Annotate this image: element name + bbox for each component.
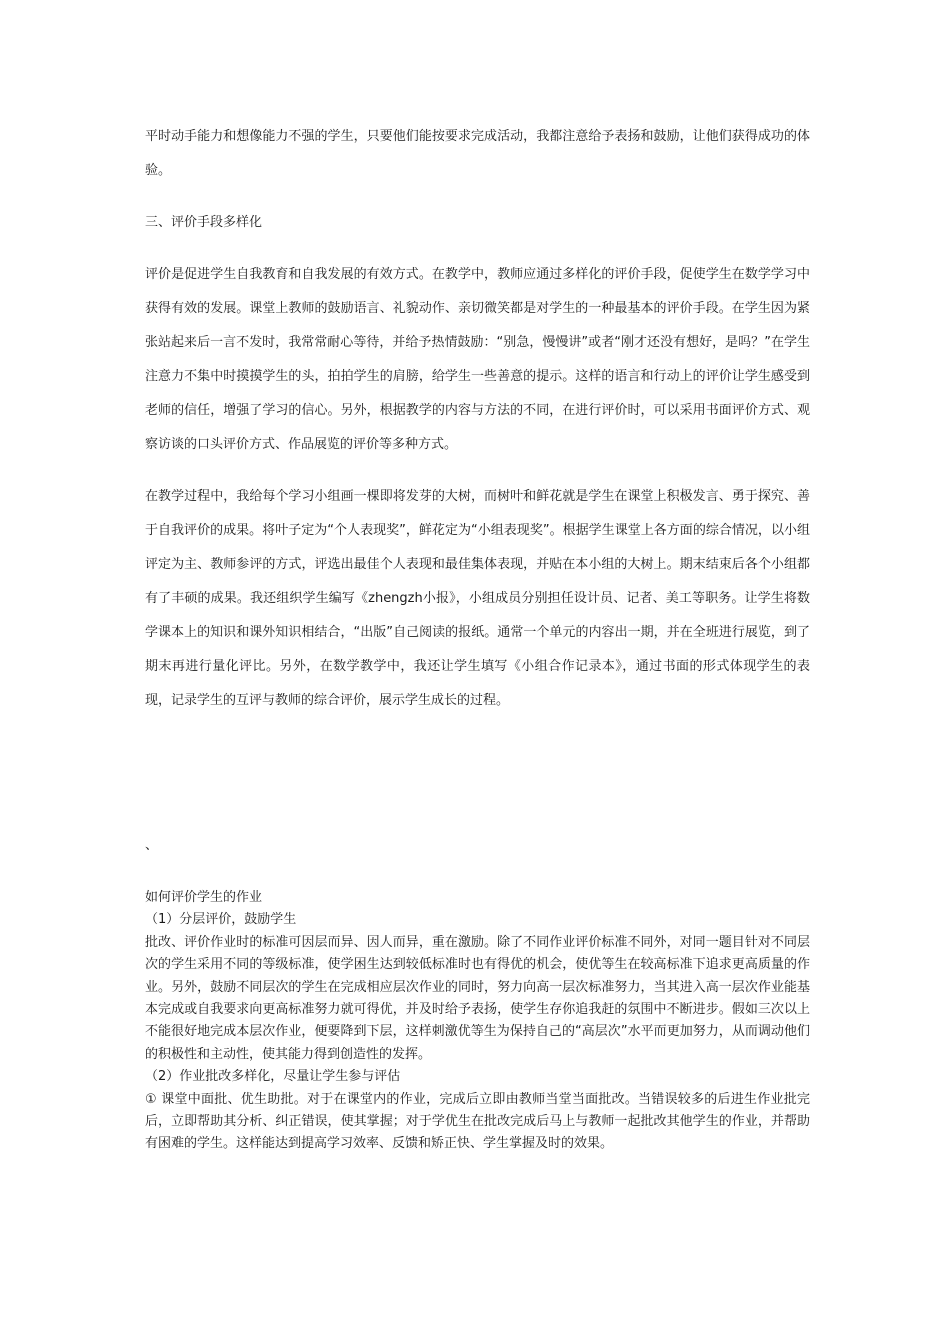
paragraph-group-tree: 在教学过程中，我给每个学习小组画一棵即将发芽的大树，而树叶和鲜花就是学生在课堂上积极发言、勇于探究、善于自我评价的成果。将叶子定为“个人表现奖”，鲜花定为“小组表现奖”。根据学生课堂上各方面的综合情况，以小组评定为主、教师参评的方式，评选出最佳个人表现和最佳集体表现，并贴在本小组的大树上。期末结束后各个小组都有了丰硕的成果。我还组织学生编写《zhengzh小报》，小组成员分别担任设计员、记者、美工等职务。让学生将数学课本上的知识和课外知识相结合，“出版”自己阅读的报纸。通常一个单元的内容出一期，并在全班进行展览，到了期末再进行量化评比。另外，在数学教学中，我还让学生填写《小组合作记录本》，通过书面的形式体现学生的表现，记录学生的互评与教师的综合评价，展示学生成长的过程。 [145,489,810,708]
paragraph-classroom-grading: ① 课堂中面批、优生助批。对于在课堂内的作业，完成后立即由教师当堂当面批改。当错误较多的后进生作业批完后，立即帮助其分析、纠正错误，使其掌握；对于学优生在批改完成后马上与教师一起批改其他学生的作业，并帮助有困难的学生。这样能达到提高学习效率、反馈和矫正快、学生掌握及时的效果。 [145,1091,810,1152]
paragraph-layered-evaluation: 批改、评价作业时的标准可因层而异、因人而异，重在激励。除了不同作业评价标准不同外，对同一题目针对不同层次的学生采用不同的等级标准，使学困生达到较低标准时也有得优的机会，使优等生在较高标准下追求更高质量的作业。另外，鼓励不同层次的学生在完成相应层次作业的同时，努力向高一层次标准努力，当其进入高一层次作业能基本完成或自我要求向更高标准努力就可得优，并及时给予表扬，使学生存你追我赶的氛围中不断进步。假如三次以上不能很好地完成本层次作业，便要降到下层，这样刺激优等生为保持自己的“高层次”水平而更加努力，从而调动他们的积极性和主动性，使其能力得到创造性的发挥。 [145,934,810,1062]
section-title-homework: 如何评价学生的作业 [145,890,263,905]
paragraph-encouragement: 平时动手能力和想像能力不强的学生，只要他们能按要求完成活动，我都注意给予表扬和鼓励，让他们获得成功的体验。 [145,129,810,178]
section-heading-evaluation-diversity: 三、评价手段多样化 [145,215,263,230]
subheading-diverse-grading: （2）作业批改多样化，尽量让学生参与评估 [145,1069,401,1085]
evaluation-methods-section [145,120,810,718]
subheading-layered-evaluation: （1）分层评价，鼓励学生 [145,912,297,928]
separator-mark: 、 [145,838,159,853]
paragraph-evaluation-means: 评价是促进学生自我教育和自我发展的有效方式。在教学中，教师应通过多样化的评价手段，促使学生在数学学习中获得有效的发展。课堂上教师的鼓励语言、礼貌动作、亲切微笑都是对学生的一种最基本的评价手段。在学生因为紧张站起来后一言不发时，我常常耐心等待，并给予热情鼓励：“别急，慢慢讲”或者“刚才还没有想好，是吗？”在学生注意力不集中时摸摸学生的头，拍拍学生的肩膀，给学生一些善意的提示。这样的语言和行动上的评价让学生感受到老师的信任，增强了学习的信心。另外，根据教学的内容与方法的不同，在进行评价时，可以采用书面评价方式、观察访谈的口头评价方式、作品展览的评价等多种方式。 [145,267,810,452]
homework-evaluation-section [145,887,810,1156]
